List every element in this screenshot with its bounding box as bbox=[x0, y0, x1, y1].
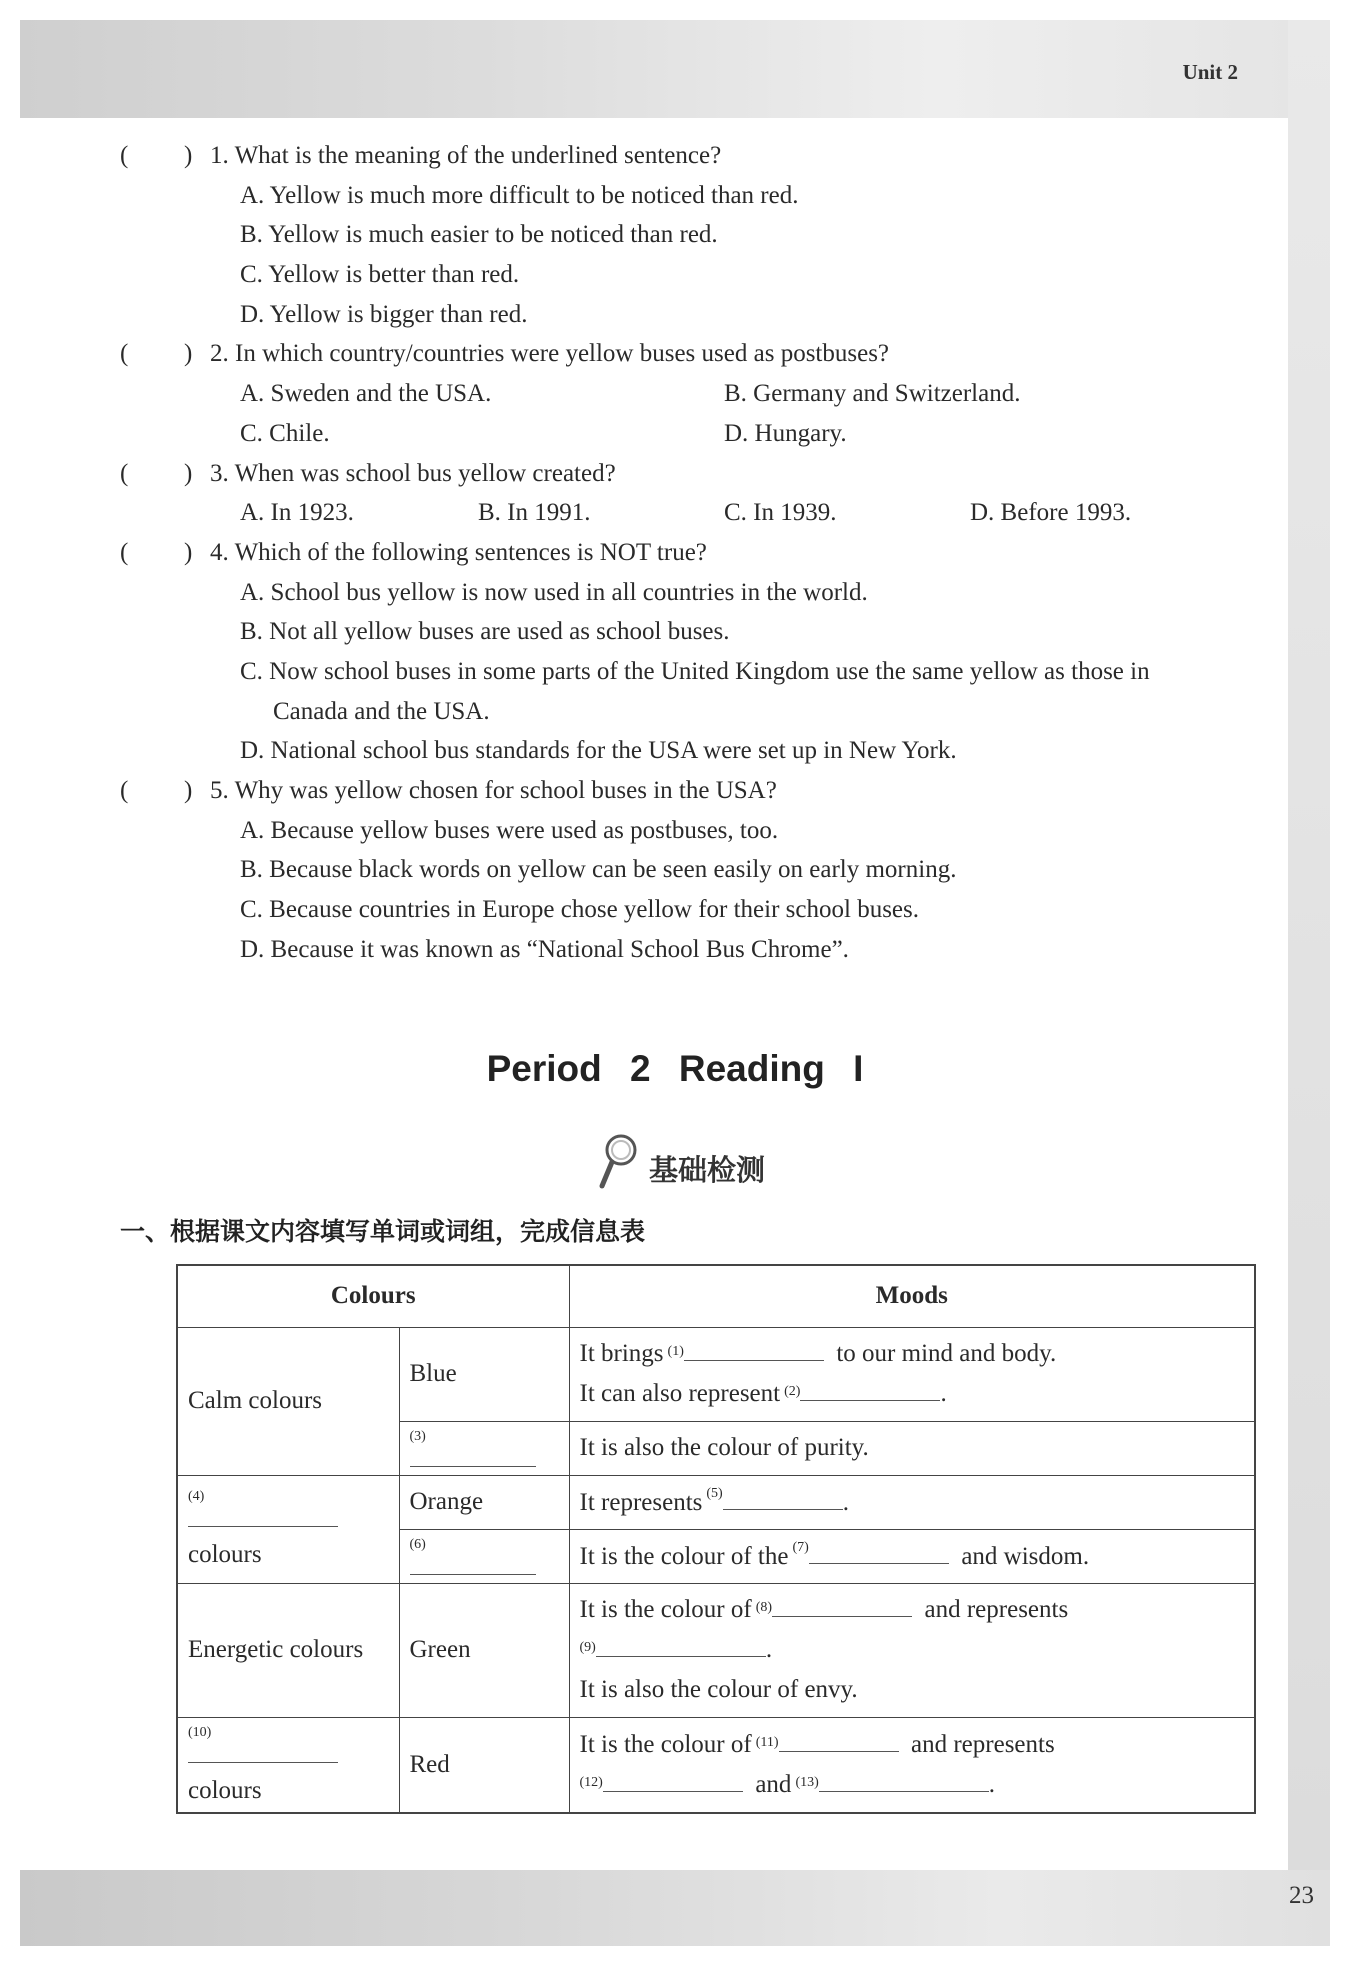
red-mood-cell: It is the colour of $^{(11)}$ and represents $^{(12)}$ and $^{(13)}$ . bbox=[569, 1717, 1255, 1813]
blank-12[interactable] bbox=[603, 1770, 743, 1792]
colour-blank-cell: (3) bbox=[399, 1421, 569, 1475]
wisdom-mood-cell: It is the colour of the $^{(7)}$ and wisdom. bbox=[569, 1529, 1255, 1583]
exercise-heading: 一、根据课文内容填写单词或词组，完成信息表 bbox=[120, 1217, 646, 1246]
question-text: 3. When was school bus yellow created? bbox=[210, 459, 616, 487]
option-d: D. Before 1993. bbox=[970, 499, 1132, 527]
header-moods: Moods bbox=[569, 1265, 1255, 1327]
blank-13[interactable] bbox=[819, 1770, 989, 1792]
answer-paren-close[interactable]: ) bbox=[184, 777, 193, 804]
warm-colours-cell: (4) colours bbox=[177, 1475, 399, 1583]
option-b: B. Yellow is much easier to be noticed than red. bbox=[240, 221, 718, 249]
answer-paren-close[interactable]: ) bbox=[184, 340, 193, 368]
green-cell: Green bbox=[399, 1583, 569, 1717]
question-text: 2. In which country/countries were yellow buses used as postbuses? bbox=[210, 340, 890, 368]
answer-paren-open[interactable]: ( bbox=[120, 777, 129, 804]
table-row bbox=[177, 1327, 1255, 1421]
option-a: A. School bus yellow is now used in all countries in the world. bbox=[240, 578, 868, 606]
orange-mood-cell: It represents $^{(5)}$ . bbox=[569, 1475, 1255, 1529]
table-header-row bbox=[177, 1265, 1255, 1327]
answer-paren-open[interactable]: ( bbox=[120, 142, 129, 169]
colour-blank-cell: (6) bbox=[399, 1529, 569, 1583]
blank-10[interactable] bbox=[188, 1743, 338, 1763]
answer-paren-close[interactable]: ) bbox=[184, 538, 193, 566]
option-d: D. National school bus standards for the USA were set up in New York. bbox=[240, 737, 957, 765]
blank-11[interactable] bbox=[779, 1730, 899, 1752]
answer-paren-close[interactable]: ) bbox=[184, 142, 193, 169]
blank-4[interactable] bbox=[188, 1507, 338, 1527]
question-4 bbox=[120, 533, 1270, 573]
page-footer-band bbox=[20, 1870, 1330, 1946]
answer-paren-close[interactable]: ) bbox=[184, 459, 193, 487]
option-a: A. In 1923. bbox=[240, 499, 354, 527]
blank-8[interactable] bbox=[772, 1595, 912, 1617]
option-d: D. Because it was known as “National School Bus Chrome”. bbox=[240, 935, 849, 963]
option-b: B. In 1991. bbox=[478, 499, 591, 527]
blue-mood-cell: It brings $^{(1)}$ to our mind and body. It can also represent $^{(2)}$ . bbox=[569, 1327, 1255, 1421]
calm-colours-cell: Calm colours bbox=[177, 1327, 399, 1475]
answer-paren-open[interactable]: ( bbox=[120, 459, 129, 487]
blank-2[interactable] bbox=[800, 1379, 940, 1401]
blank-3[interactable] bbox=[410, 1447, 536, 1467]
option-c: C. Now school buses in some parts of the United Kingdom use the same yellow as those in bbox=[240, 657, 1150, 685]
answer-paren-open[interactable]: ( bbox=[120, 340, 129, 368]
option-c-continuation: Canada and the USA. bbox=[273, 697, 490, 725]
blank-7[interactable] bbox=[809, 1542, 949, 1564]
energetic-colours-cell: Energetic colours bbox=[177, 1583, 399, 1717]
table-row bbox=[177, 1717, 1255, 1813]
table-row bbox=[177, 1475, 1255, 1529]
green-mood-cell: It is the colour of $^{(8)}$ and represents $^{(9)}$ . It is also the colour of envy. bbox=[569, 1583, 1255, 1717]
red-cell: Red bbox=[399, 1717, 569, 1813]
question-text: 5. Why was yellow chosen for school buses in the USA? bbox=[210, 777, 777, 804]
blank-9[interactable] bbox=[596, 1635, 766, 1657]
question-text: 1. What is the meaning of the underlined sentence? bbox=[210, 142, 722, 169]
option-d: D. Hungary. bbox=[724, 419, 847, 447]
question-5 bbox=[120, 771, 1270, 811]
magnifier-icon bbox=[597, 1132, 641, 1192]
basics-label: 基础检测 bbox=[649, 1153, 766, 1187]
option-a: A. Yellow is much more difficult to be noticed than red. bbox=[240, 181, 799, 209]
unit-label: Unit 2 bbox=[1182, 60, 1238, 84]
strong-colours-cell: (10) colours bbox=[177, 1717, 399, 1813]
colour-mood-table bbox=[176, 1264, 1256, 1814]
purity-mood-cell: It is also the colour of purity. bbox=[569, 1421, 1255, 1475]
question-list bbox=[120, 136, 1270, 969]
option-a: A. Sweden and the USA. bbox=[240, 380, 492, 408]
option-c: C. Because countries in Europe chose yellow for their school buses. bbox=[240, 896, 919, 924]
table-row bbox=[177, 1583, 1255, 1717]
answer-paren-open[interactable]: ( bbox=[120, 538, 129, 566]
period-title: Period 2 Reading I bbox=[486, 1048, 864, 1089]
question-1 bbox=[120, 136, 1270, 176]
question-text: 4. Which of the following sentences is NOT true? bbox=[210, 538, 707, 566]
option-b: B. Germany and Switzerland. bbox=[724, 380, 1021, 408]
page-edge-strip bbox=[1288, 20, 1330, 1870]
option-d: D. Yellow is bigger than red. bbox=[240, 300, 528, 328]
option-c: C. Yellow is better than red. bbox=[240, 261, 520, 289]
orange-cell: Orange bbox=[399, 1475, 569, 1529]
option-b: B. Because black words on yellow can be seen easily on early morning. bbox=[240, 856, 957, 884]
option-c: C. In 1939. bbox=[724, 499, 837, 527]
page-number: 23 bbox=[1289, 1882, 1314, 1909]
page-header-band bbox=[20, 20, 1330, 120]
option-c: C. Chile. bbox=[240, 419, 330, 447]
header-colours: Colours bbox=[177, 1265, 569, 1327]
blank-1[interactable] bbox=[684, 1339, 824, 1361]
blank-6[interactable] bbox=[410, 1555, 536, 1575]
question-3 bbox=[120, 454, 1270, 494]
blue-cell: Blue bbox=[399, 1327, 569, 1421]
blank-5[interactable] bbox=[723, 1488, 843, 1510]
question-2 bbox=[120, 334, 1270, 374]
option-b: B. Not all yellow buses are used as school buses. bbox=[240, 618, 730, 646]
option-a: A. Because yellow buses were used as postbuses, too. bbox=[240, 816, 779, 844]
